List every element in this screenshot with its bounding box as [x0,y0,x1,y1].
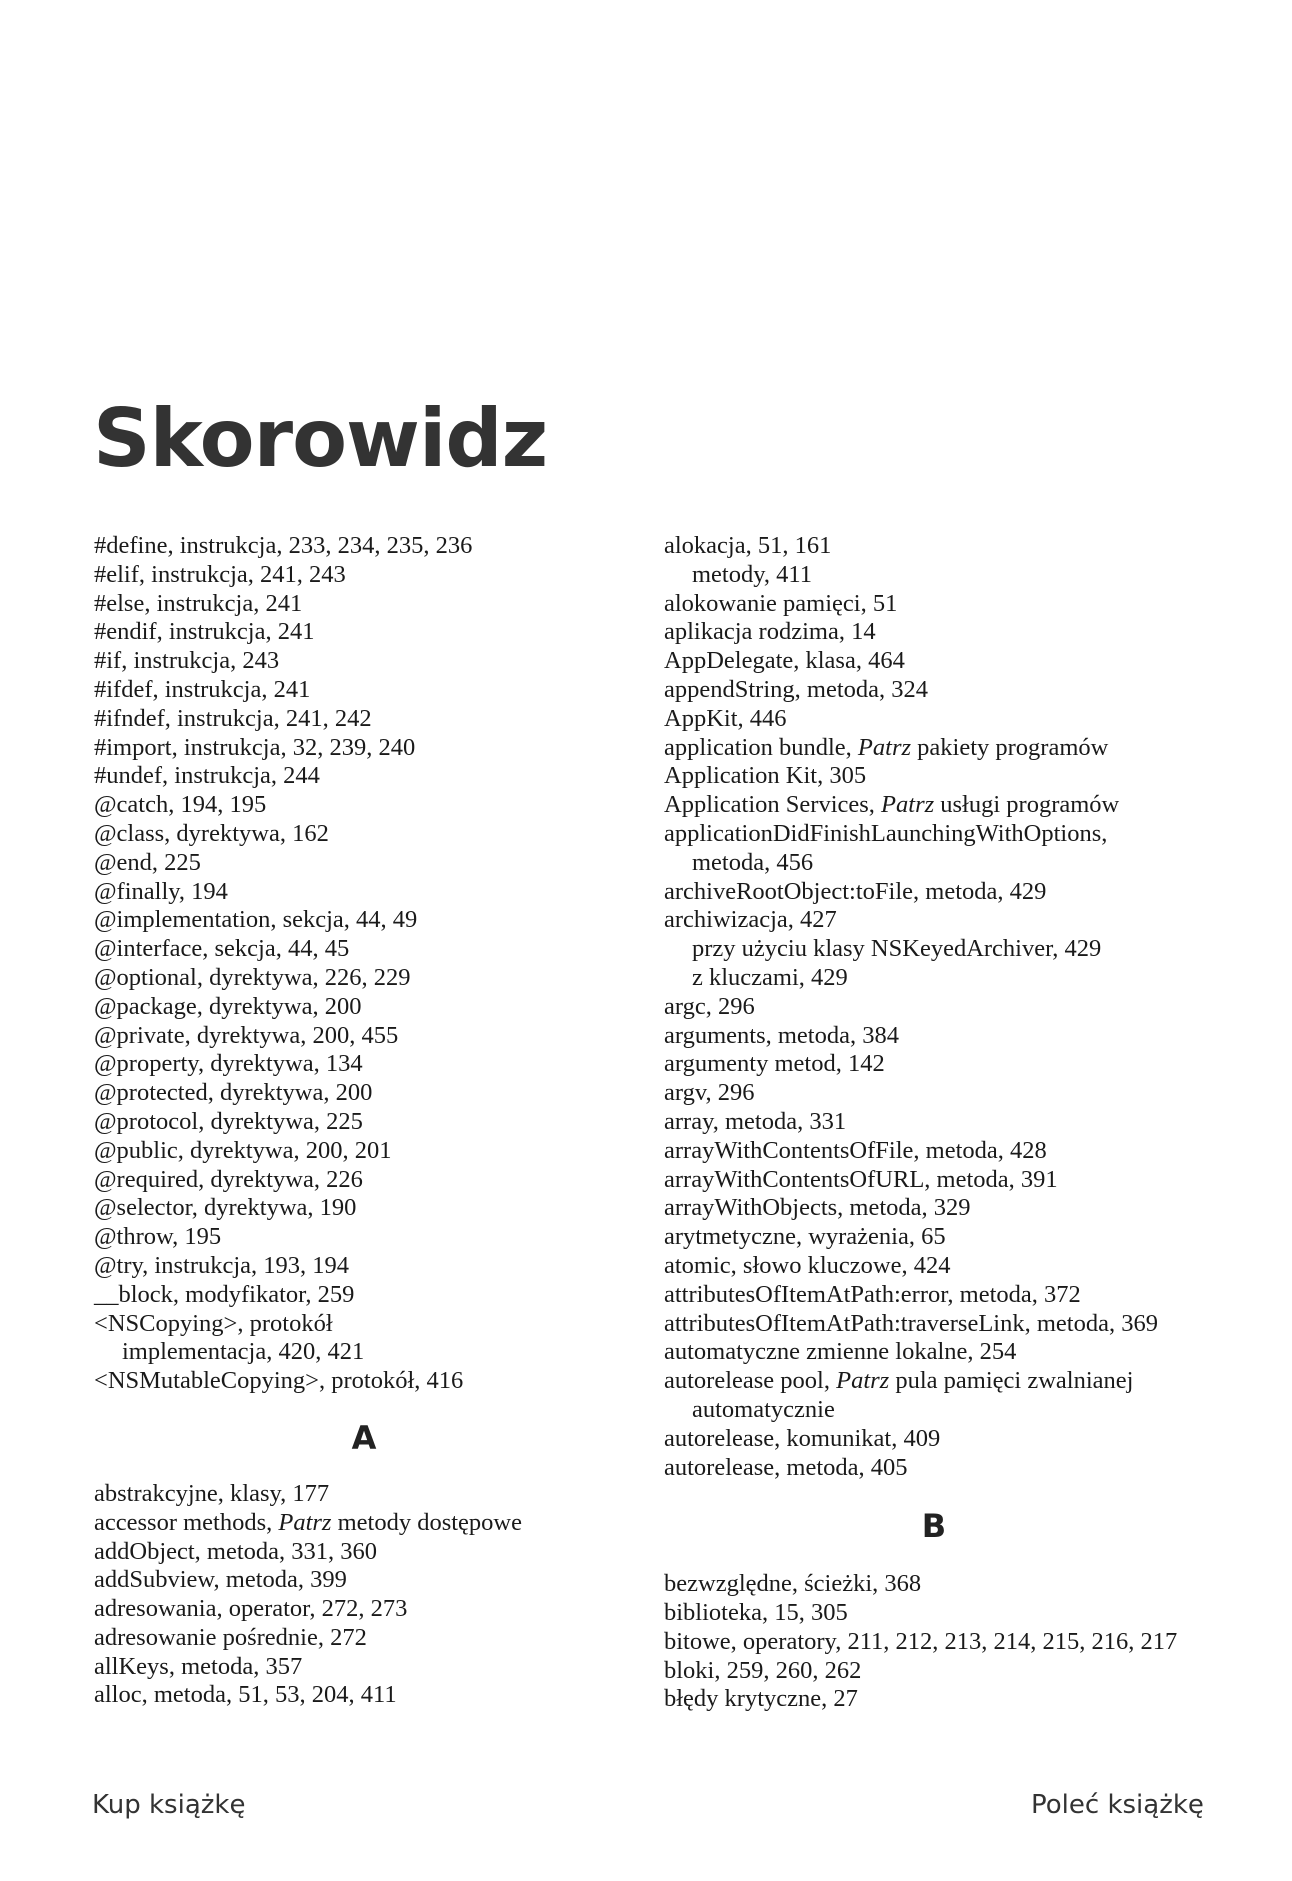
index-entry: argv, 296 [664,1079,755,1107]
index-subentry: metody, 411 [692,560,812,588]
index-entry: błędy krytyczne, 27 [664,1685,858,1713]
index-entry: bitowe, operatory, 211, 212, 213, 214, 215, 216, 217 [664,1627,1178,1655]
index-entry: allKeys, metoda, 357 [94,1652,303,1680]
index-entry: @public, dyrektywa, 200, 201 [94,1136,392,1164]
index-entry [664,791,1264,820]
index-entry: archiwizacja, 427 [664,906,837,934]
index-entry: alloc, metoda, 51, 53, 204, 411 [94,1681,397,1709]
index-entry: arrayWithContentsOfFile, metoda, 428 [664,1136,1047,1164]
buy-book-link[interactable]: Kup książkę [92,1790,246,1820]
index-entry: #ifdef, instrukcja, 241 [94,675,311,703]
see-reference: Patrz [881,791,935,819]
index-entry: alokacja, 51, 161 [664,532,832,559]
index-entry: arguments, metoda, 384 [664,1021,899,1049]
reference-target: pakiety programów [911,733,1109,761]
index-entry: automatyczne zmienne lokalne, 254 [664,1338,1017,1366]
reference-target: pula pamięci zwalnianej [889,1367,1134,1395]
index-entry: @package, dyrektywa, 200 [94,992,362,1020]
index-entry: attributesOfItemAtPath:error, metoda, 372 [664,1280,1081,1308]
see-reference: Patrz [278,1508,332,1536]
index-entry: <NSCopying>, protokół [94,1309,333,1337]
index-entry: @catch, 194, 195 [94,791,267,819]
index-subentry: metoda, 456 [692,848,814,876]
entry-term: application bundle, [664,733,858,761]
index-entry: @property, dyrektywa, 134 [94,1050,363,1078]
index-entry: alokowanie pamięci, 51 [664,589,898,617]
index-entry: @required, dyrektywa, 226 [94,1165,363,1193]
index-column-left [94,532,634,1710]
index-entry: arrayWithObjects, metoda, 329 [664,1194,971,1222]
index-entry: #undef, instrukcja, 244 [94,762,320,790]
index-entry: #elif, instrukcja, 241, 243 [94,560,346,588]
index-entry: aplikacja rodzima, 14 [664,618,876,646]
index-entry: autorelease, komunikat, 409 [664,1424,941,1452]
index-entry: bloki, 259, 260, 262 [664,1656,862,1684]
index-entry [664,1367,1264,1396]
index-entry: biblioteka, 15, 305 [664,1599,848,1627]
index-entry: AppKit, 446 [664,704,787,732]
index-entry: #ifndef, instrukcja, 241, 242 [94,704,372,732]
index-entry: __block, modyfikator, 259 [94,1280,355,1308]
index-subentry: z kluczami, 429 [692,963,848,991]
index-entry: array, metoda, 331 [664,1107,847,1135]
index-entry: applicationDidFinishLaunchingWithOptions, [664,819,1108,847]
index-entry: @protocol, dyrektywa, 225 [94,1107,363,1135]
index-subentry: implementacja, 420, 421 [122,1338,365,1366]
index-subentry: automatycznie [692,1395,835,1423]
index-entry: bezwzględne, ścieżki, 368 [664,1570,922,1598]
index-entry: @selector, dyrektywa, 190 [94,1194,357,1222]
index-entry [94,1509,634,1538]
index-entry: autorelease, metoda, 405 [664,1453,908,1481]
page-title: Skorowidz [93,392,548,485]
index-entry: appendString, metoda, 324 [664,675,929,703]
index-entry [664,734,1264,763]
recommend-book-link[interactable]: Poleć książkę [1031,1790,1204,1820]
index-entry: #endif, instrukcja, 241 [94,618,315,646]
index-entry: #define, instrukcja, 233, 234, 235, 236 [94,532,473,559]
index-entry: #import, instrukcja, 32, 239, 240 [94,733,416,761]
index-entry: arytmetyczne, wyrażenia, 65 [664,1223,946,1251]
index-column-right [664,532,1264,1714]
index-entry: AppDelegate, klasa, 464 [664,647,905,675]
index-entry: atomic, słowo kluczowe, 424 [664,1251,951,1279]
index-entry: @class, dyrektywa, 162 [94,819,329,847]
index-entry: @throw, 195 [94,1223,222,1251]
entry-term: accessor methods, [94,1508,279,1536]
index-entry: argumenty metod, 142 [664,1050,885,1078]
section-letter: B [921,1507,947,1546]
index-entry: #else, instrukcja, 241 [94,589,303,617]
index-entry: arrayWithContentsOfURL, metoda, 391 [664,1165,1058,1193]
index-entry: addSubview, metoda, 399 [94,1566,347,1594]
index-entry: @protected, dyrektywa, 200 [94,1079,373,1107]
index-entry: argc, 296 [664,992,755,1020]
see-reference: Patrz [836,1367,890,1395]
index-entry: adresowania, operator, 272, 273 [94,1595,408,1623]
entry-term: Application Services, [664,791,882,819]
section-letter: A [351,1418,377,1457]
entry-term: autorelease pool, [664,1367,837,1395]
index-entry: @try, instrukcja, 193, 194 [94,1251,350,1279]
index-entry: @interface, sekcja, 44, 45 [94,935,350,963]
index-entry: attributesOfItemAtPath:traverseLink, metoda, 369 [664,1309,1158,1337]
index-entry: @implementation, sekcja, 44, 49 [94,906,418,934]
index-entry: <NSMutableCopying>, protokół, 416 [94,1367,464,1395]
index-entry: adresowanie pośrednie, 272 [94,1623,367,1651]
index-entry: abstrakcyjne, klasy, 177 [94,1479,330,1507]
index-entry: Application Kit, 305 [664,762,867,790]
index-entry: addObject, metoda, 331, 360 [94,1537,378,1565]
index-entry: #if, instrukcja, 243 [94,647,280,675]
index-entry: @private, dyrektywa, 200, 455 [94,1021,399,1049]
reference-target: usługi programów [934,791,1120,819]
reference-target: metody dostępowe [331,1508,522,1536]
index-subentry: przy użyciu klasy NSKeyedArchiver, 429 [692,935,1102,963]
index-entry: archiveRootObject:toFile, metoda, 429 [664,877,1047,905]
index-entry: @finally, 194 [94,877,228,905]
see-reference: Patrz [857,733,912,761]
index-entry: @optional, dyrektywa, 226, 229 [94,963,411,991]
index-entry: @end, 225 [94,848,201,876]
